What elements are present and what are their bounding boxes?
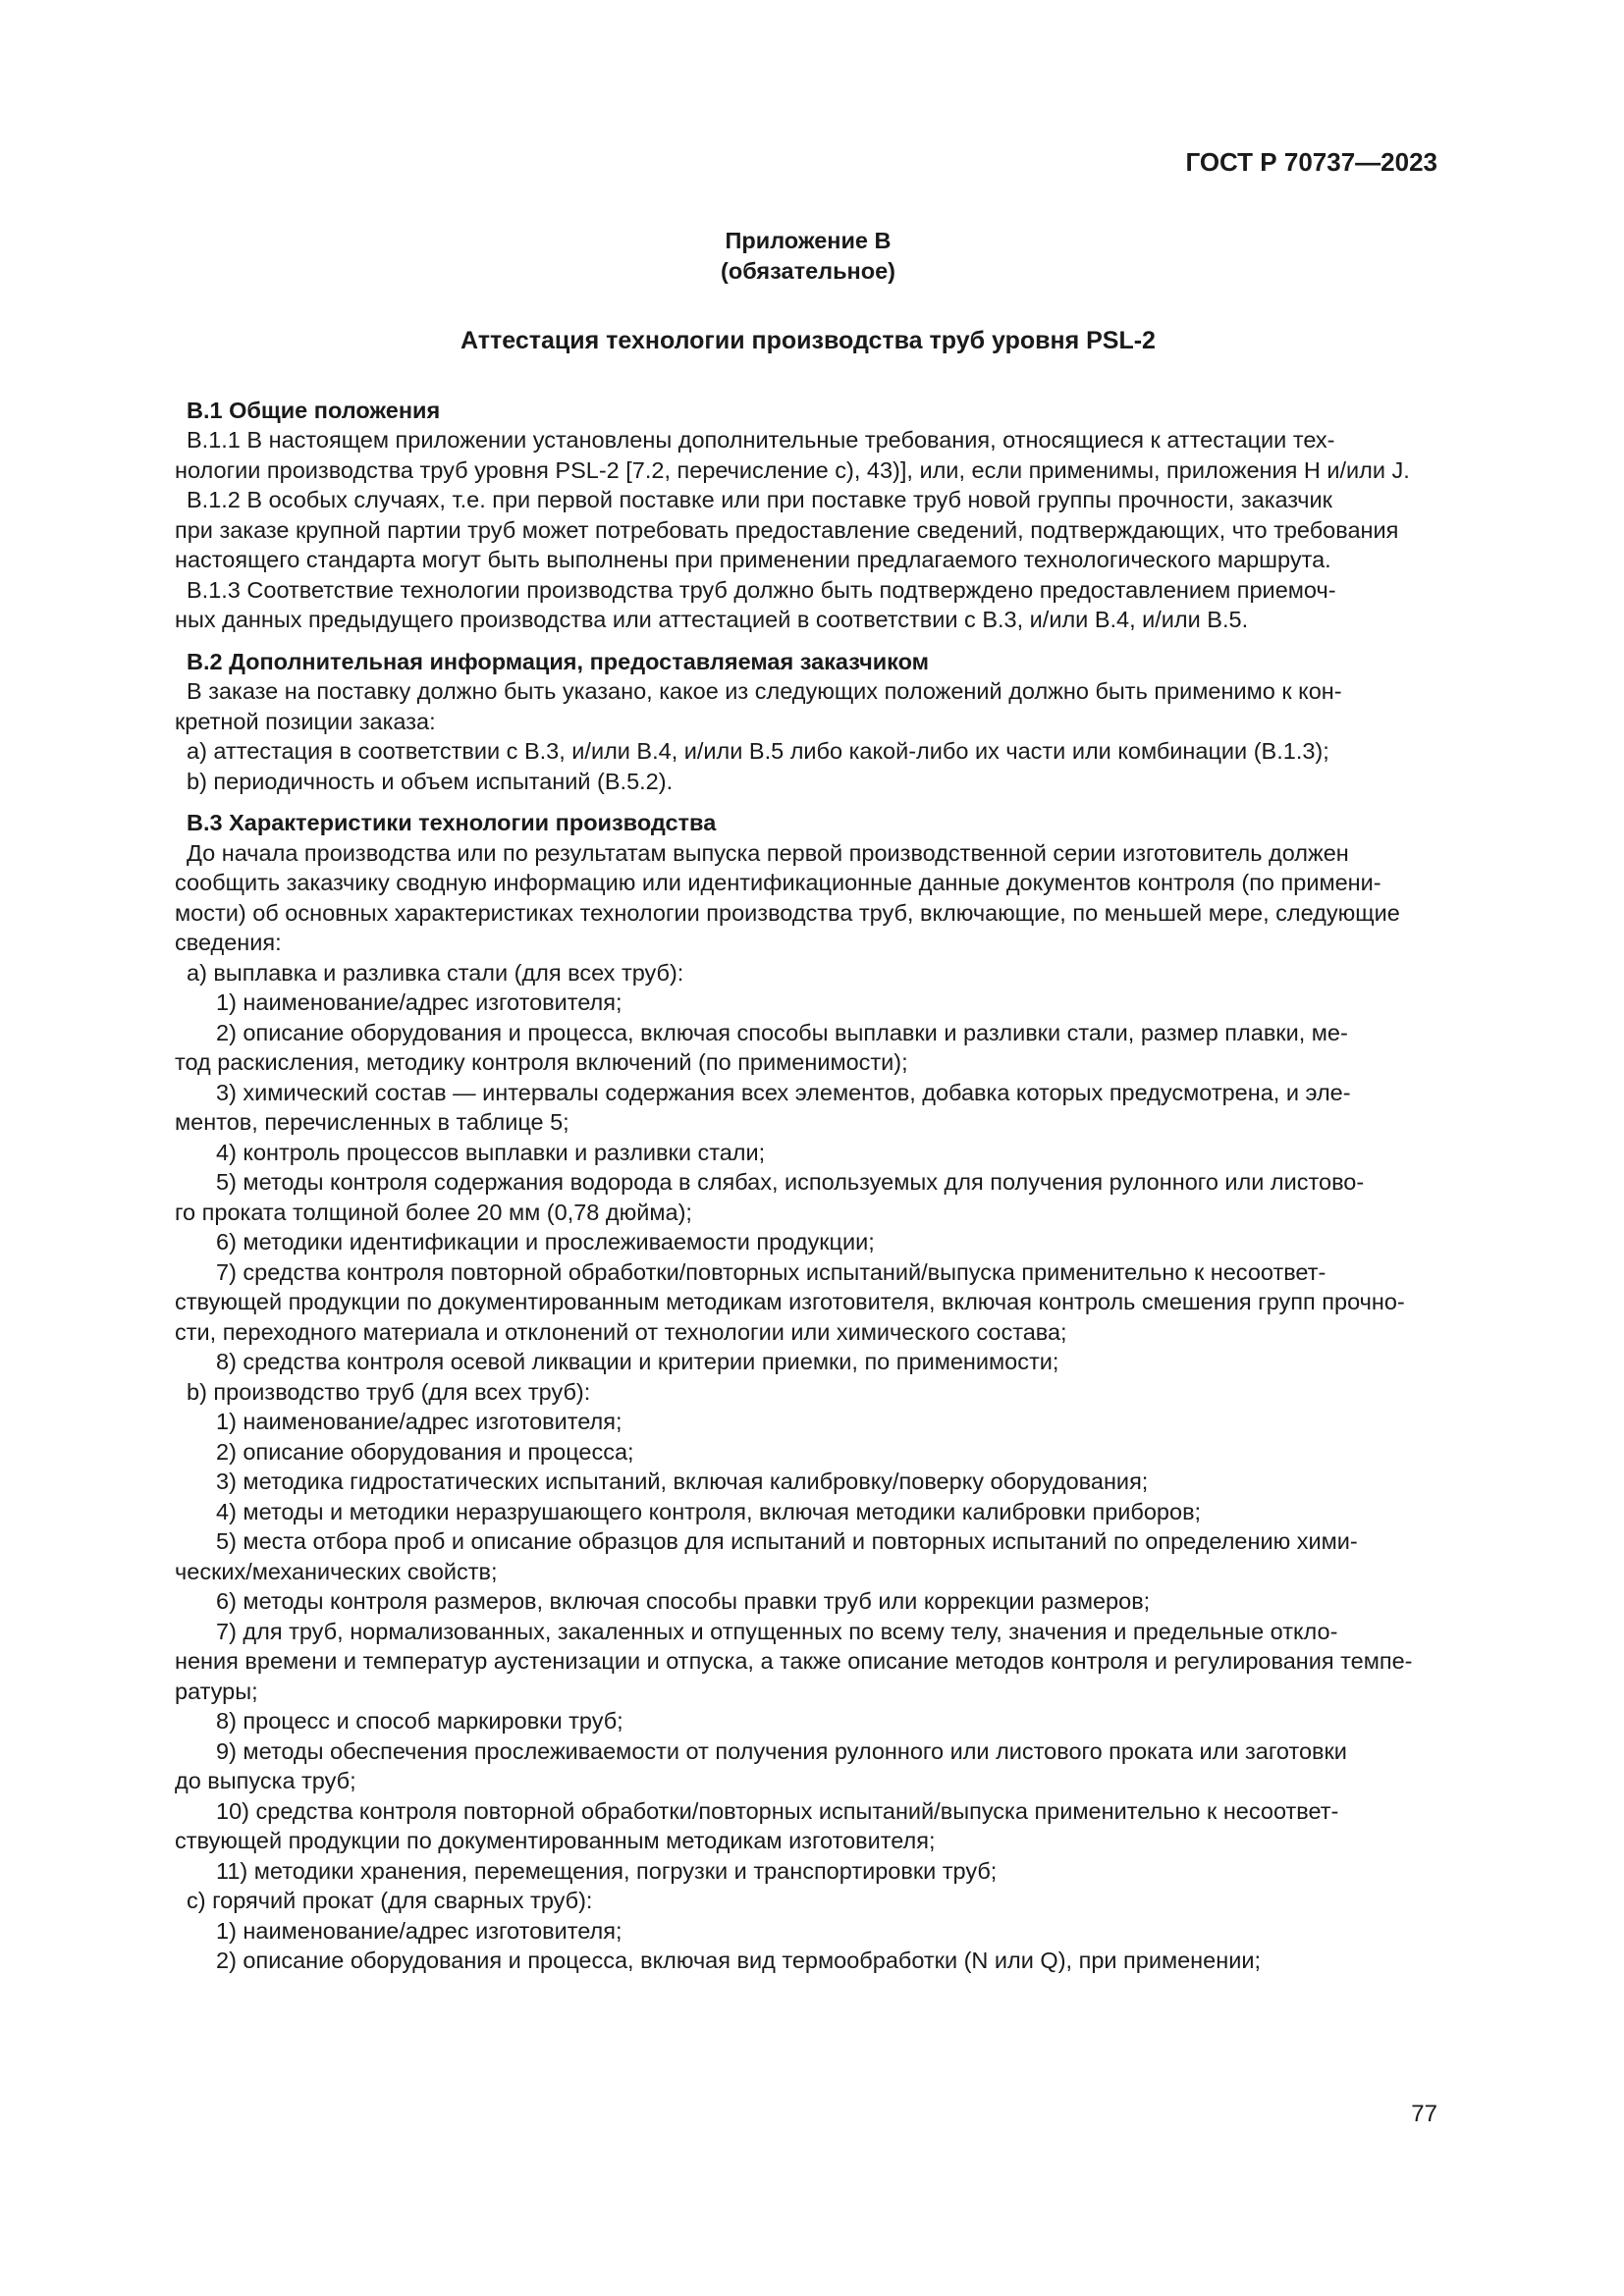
list-subitem: 3) методика гидростатических испытаний, включая калибровку/поверку оборудования; xyxy=(216,1468,1149,1494)
paragraph-line: сообщить заказчику сводную информацию или идентификационные данные документов контроля (по примени- xyxy=(175,870,1381,895)
paragraph-line: До начала производства или по результатам выпуска первой производственной серии изготовитель должен xyxy=(187,839,1349,866)
list-subitem: 4) методы и методики неразрушающего контроля, включая методики калибровки приборов; xyxy=(216,1498,1202,1524)
list-subitem: 6) методы контроля размеров, включая способы правки труб или коррекции размеров; xyxy=(216,1588,1151,1614)
paragraph-line: В.1.3 Соответствие технологии производства труб должно быть подтверждено предоставлением приемоч- xyxy=(187,576,1336,603)
appendix-title: Приложение В xyxy=(725,228,892,253)
paragraph-line: В заказе на поставку должно быть указано, какое из следующих положений должно быть применимо к кон- xyxy=(187,678,1342,704)
paragraph-line: ратуры; xyxy=(175,1678,258,1704)
list-item: a) выплавка и разливка стали (для всех труб): xyxy=(187,959,684,986)
paragraph-line: ментов, перечисленных в таблице 5; xyxy=(175,1109,569,1135)
list-subitem: 8) процесс и способ маркировки труб; xyxy=(216,1708,623,1734)
section-heading: В.2 Дополнительная информация, предоставляемая заказчиком xyxy=(187,648,930,674)
list-subitem: 10) средства контроля повторной обработки/повторных испытаний/выпуска применительно к несоответ- xyxy=(216,1797,1339,1824)
paragraph-line: ствующей продукции по документированным методикам изготовителя, включая контроль смешения групп прочно- xyxy=(175,1289,1405,1314)
paragraph-line: сти, переходного материала и отклонений от технологии или химического состава; xyxy=(175,1318,1067,1345)
paragraph-line: нологии производства труб уровня PSL-2 [7.2, перечисление с), 43)], или, если применимы, приложения Н и/или J. xyxy=(175,456,1410,483)
list-subitem: 2) описание оборудования и процесса, включая вид термообработки (N или Q), при применении; xyxy=(216,1948,1261,1973)
list-subitem: 3) химический состав — интервалы содержания всех элементов, добавка которых предусмотрена, и эле- xyxy=(216,1079,1351,1105)
list-subitem: 5) методы контроля содержания водорода в слябах, используемых для получения рулонного или листово- xyxy=(216,1169,1365,1195)
list-subitem: 9) методы обеспечения прослеживаемости от получения рулонного или листового проката или заготовки xyxy=(216,1737,1347,1764)
paragraph-line: ствующей продукции по документированным методикам изготовителя; xyxy=(175,1828,936,1853)
paragraph-line: при заказе крупной партии труб может потребовать предоставление сведений, подтверждающих, что требования xyxy=(175,516,1399,543)
paragraph-line: В.1.1 В настоящем приложении установлены дополнительные требования, относящиеся к аттестации тех- xyxy=(187,427,1335,453)
list-subitem: 7) средства контроля повторной обработки/повторных испытаний/выпуска применительно к несоответ- xyxy=(216,1258,1326,1285)
appendix-status: (обязательное) xyxy=(721,258,895,284)
list-subitem: 2) описание оборудования и процесса, включая способы выплавки и разливки стали, размер плавки, ме- xyxy=(216,1019,1348,1045)
section-heading: В.1 Общие положения xyxy=(187,397,441,423)
page-content xyxy=(175,226,1441,1976)
section-heading: В.3 Характеристики технологии производства xyxy=(187,810,717,835)
list-item: b) периодичность и объем испытаний (В.5.2). xyxy=(187,768,674,794)
paragraph-line: кретной позиции заказа: xyxy=(175,708,436,734)
list-subitem: 1) наименование/адрес изготовителя; xyxy=(216,989,623,1015)
paragraph-line: сведения: xyxy=(175,930,282,955)
list-item: b) производство труб (для всех труб): xyxy=(187,1378,591,1405)
list-item: c) горячий прокат (для сварных труб): xyxy=(187,1888,593,1913)
list-subitem: 4) контроль процессов выплавки и разливки стали; xyxy=(216,1139,766,1165)
paragraph-line: настоящего стандарта могут быть выполнены при применении предлагаемого технологического маршрута. xyxy=(175,547,1331,572)
list-subitem: 8) средства контроля осевой ликвации и критерии приемки, по применимости; xyxy=(216,1349,1059,1374)
paragraph-line: нения времени и температур аустенизации и отпуска, а также описание методов контроля и регулирования темпе- xyxy=(175,1648,1413,1674)
list-subitem: 11) методики хранения, перемещения, погрузки и транспортировки труб; xyxy=(216,1857,998,1884)
document-id: ГОСТ Р 70737—2023 xyxy=(1185,147,1437,177)
list-subitem: 6) методики идентификации и прослеживаемости продукции; xyxy=(216,1229,875,1255)
list-subitem: 2) описание оборудования и процесса; xyxy=(216,1438,634,1465)
list-item: a) аттестация в соответствии с В.3, и/или В.4, и/или В.5 либо какой-либо их части или комбинации (В.1.3); xyxy=(187,738,1329,764)
paragraph-line: мости) об основных характеристиках технологии производства труб, включающие, по меньшей мере, следующие xyxy=(175,899,1400,926)
page-number: 77 xyxy=(1411,2101,1437,2127)
paragraph-line: тод раскисления, методику контроля включений (по применимости); xyxy=(175,1049,908,1075)
list-subitem: 1) наименование/адрес изготовителя; xyxy=(216,1917,623,1944)
paragraph-line: го проката толщиной более 20 мм (0,78 дюйма); xyxy=(175,1199,692,1225)
paragraph-line: ных данных предыдущего производства или аттестацией в соответствии с В.3, и/или В.4, и/или В.5. xyxy=(175,607,1249,632)
paragraph-line: В.1.2 В особых случаях, т.е. при первой поставке или при поставке труб новой группы прочности, заказчик xyxy=(187,487,1332,512)
paragraph-line: ческих/механических свойств; xyxy=(175,1558,498,1584)
list-subitem: 7) для труб, нормализованных, закаленных и отпущенных по всему телу, значения и предельные откло- xyxy=(216,1618,1338,1644)
list-subitem: 1) наименование/адрес изготовителя; xyxy=(216,1409,623,1434)
document-title: Аттестация технологии производства труб уровня PSL-2 xyxy=(460,327,1156,354)
list-subitem: 5) места отбора проб и описание образцов для испытаний и повторных испытаний по определению хими- xyxy=(216,1528,1358,1554)
paragraph-line: до выпуска труб; xyxy=(175,1768,356,1793)
